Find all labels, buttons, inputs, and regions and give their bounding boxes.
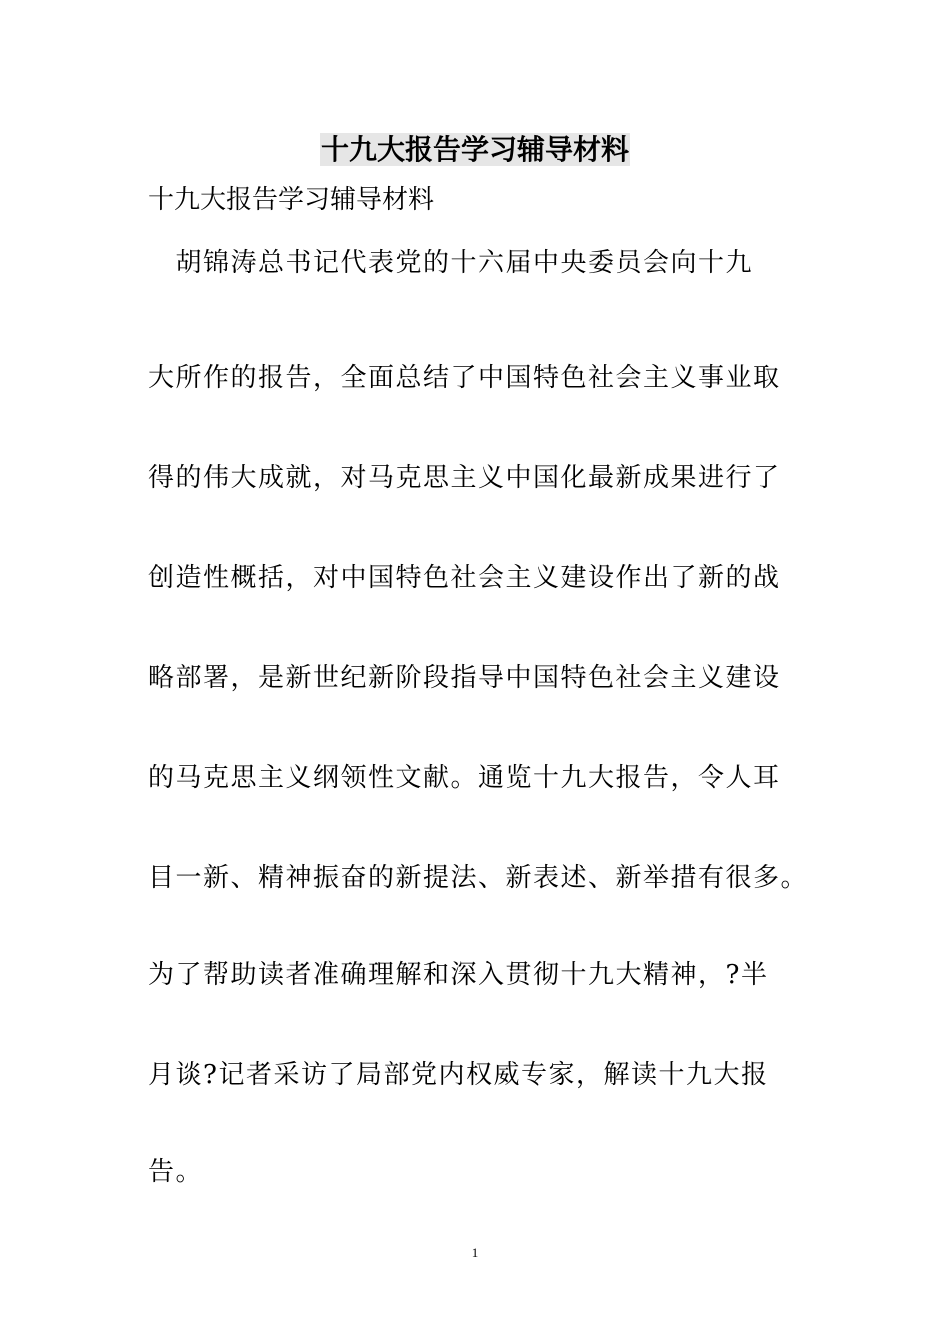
body-line-8: 为了帮助读者准确理解和深入贯彻十九大精神，?半 [148, 960, 769, 990]
document-title [0, 130, 950, 170]
body-line-3: 得的伟大成就，对马克思主义中国化最新成果进行了 [148, 463, 781, 493]
body-line-10: 告。 [148, 1157, 204, 1187]
body-line-5: 略部署，是新世纪新阶段指导中国特色社会主义建设 [148, 663, 781, 693]
body-line-9: 月谈?记者采访了局部党内权威专家，解读十九大报 [148, 1060, 769, 1090]
body-line-2: 大所作的报告，全面总结了中国特色社会主义事业取 [148, 363, 781, 393]
body-line-1: 胡锦涛总书记代表党的十六届中央委员会向十九 [148, 248, 754, 278]
body-line-6: 的马克思主义纲领性文献。通览十九大报告，令人耳 [148, 763, 781, 793]
document-subtitle: 十九大报告学习辅导材料 [148, 185, 435, 215]
document-title-text: 十九大报告学习辅导材料 [320, 133, 629, 166]
body-line-7: 目一新、精神振奋的新提法、新表述、新举措有很多。 [148, 863, 809, 893]
body-line-4: 创造性概括，对中国特色社会主义建设作出了新的战 [148, 563, 781, 593]
page-number: 1 [471, 1245, 479, 1260]
